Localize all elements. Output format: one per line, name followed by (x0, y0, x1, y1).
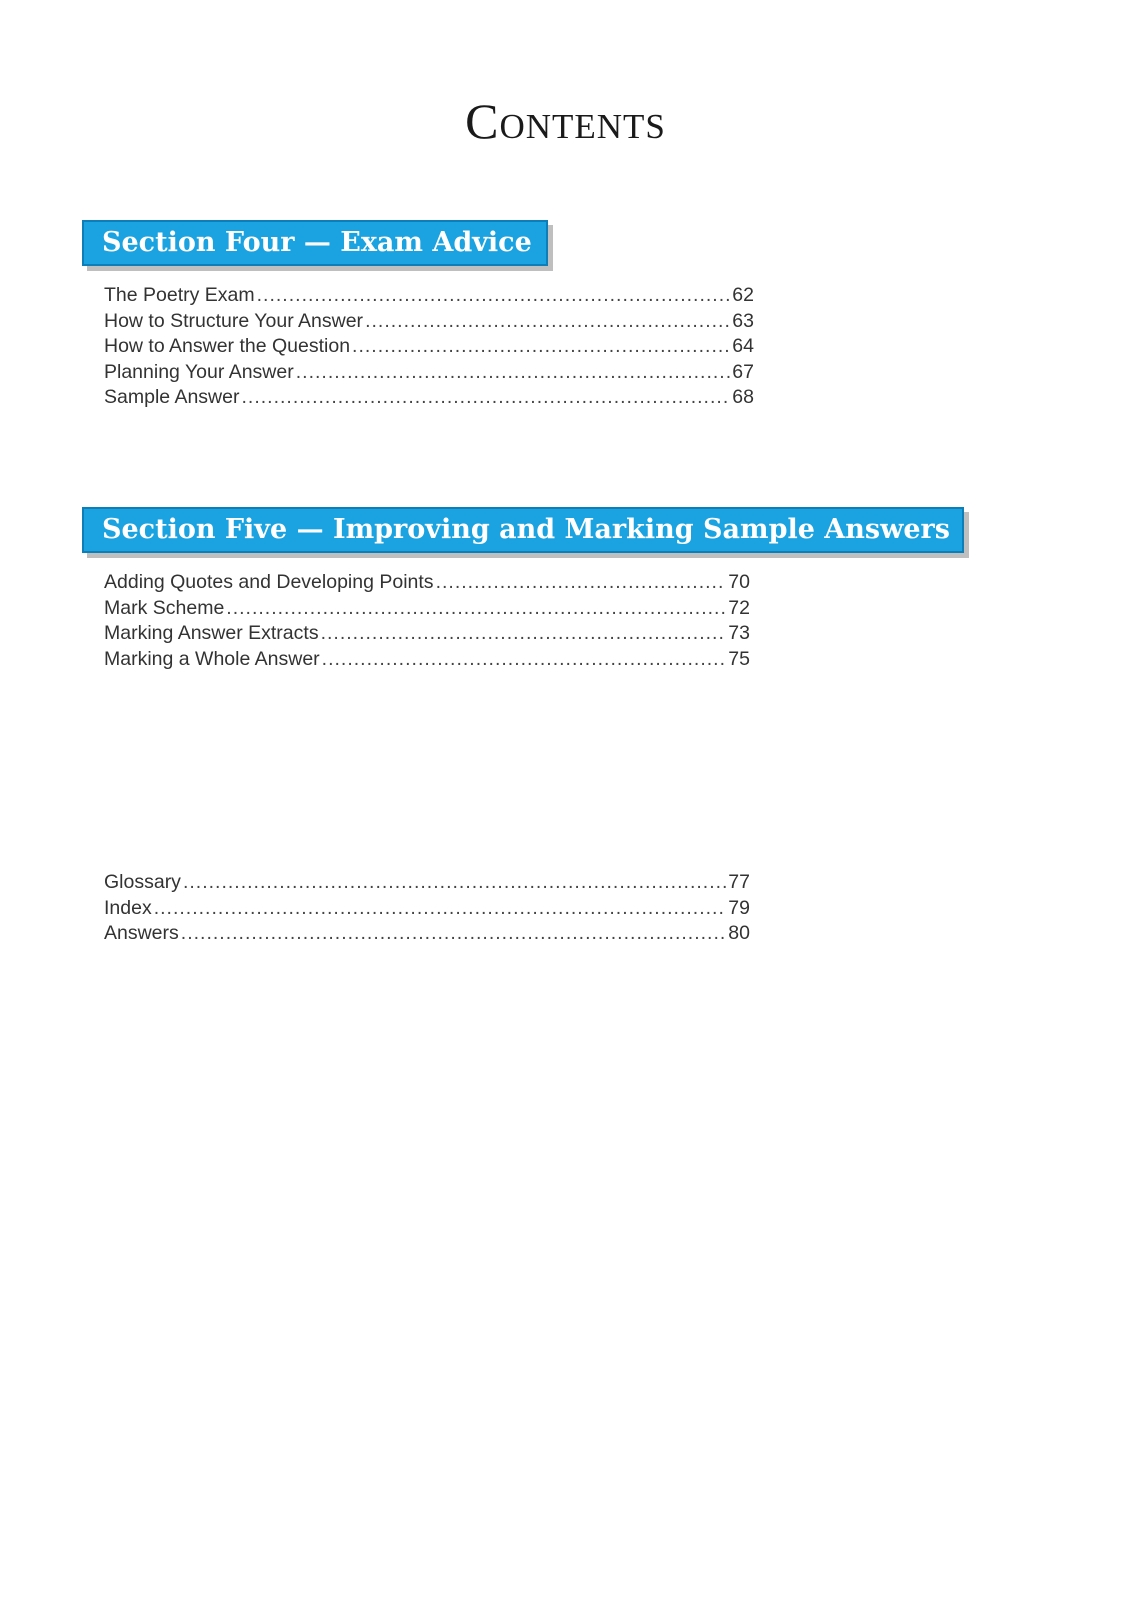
toc-entry-title: Mark Scheme (104, 596, 225, 619)
dot-leader (181, 921, 727, 947)
toc-entry-page: 70 (728, 571, 750, 593)
section-five-heading: Section Five — Improving and Marking Sample Answers (82, 507, 964, 553)
toc-entry-title: How to Structure Your Answer (104, 309, 364, 332)
toc-entry-title: Index (104, 896, 152, 919)
dot-leader (321, 621, 727, 647)
toc-entry-page: 64 (732, 335, 754, 357)
section-five-toc (104, 570, 750, 672)
toc-entry[interactable] (104, 870, 750, 896)
toc-entry-page: 68 (732, 386, 754, 408)
dot-leader (241, 385, 730, 411)
toc-entry-page: 67 (732, 360, 754, 383)
toc-entry-page: 75 (728, 647, 750, 670)
toc-entry[interactable] (104, 385, 754, 411)
toc-entry[interactable] (104, 283, 754, 309)
toc-entry[interactable] (104, 647, 750, 673)
toc-entry[interactable] (104, 921, 750, 947)
toc-entry[interactable] (104, 596, 750, 622)
toc-entry-title: The Poetry Exam (104, 284, 255, 306)
toc-entry[interactable] (104, 621, 750, 647)
toc-entry-title: Adding Quotes and Developing Points (104, 571, 434, 593)
back-matter-toc (104, 870, 750, 947)
page-title: Contents (465, 93, 666, 149)
toc-entry-page: 79 (728, 896, 750, 919)
toc-entry-page: 73 (728, 622, 750, 644)
dot-leader (154, 896, 727, 922)
dot-leader (183, 870, 726, 896)
toc-entry[interactable] (104, 360, 754, 386)
toc-entry-title: Sample Answer (104, 386, 240, 408)
toc-entry-title: Glossary (104, 871, 181, 893)
toc-entry[interactable] (104, 334, 754, 360)
toc-entry-page: 62 (732, 284, 754, 306)
dot-leader (257, 283, 731, 309)
toc-entry[interactable] (104, 570, 750, 596)
toc-entry-title: How to Answer the Question (104, 335, 351, 357)
dot-leader (226, 596, 726, 622)
toc-entry-title: Answers (104, 922, 179, 944)
section-four-toc (104, 283, 754, 411)
toc-entry-page: 63 (732, 309, 754, 332)
section-four-heading: Section Four — Exam Advice (82, 220, 548, 266)
toc-entry-title: Marking Answer Extracts (104, 622, 319, 644)
dot-leader (296, 360, 731, 386)
toc-entry-page: 72 (728, 596, 750, 619)
toc-entry[interactable] (104, 309, 754, 335)
toc-entry-title: Marking a Whole Answer (104, 647, 320, 670)
toc-entry-page: 77 (728, 871, 750, 893)
toc-entry[interactable] (104, 896, 750, 922)
dot-leader (365, 309, 730, 335)
toc-entry-page: 80 (728, 922, 750, 944)
dot-leader (322, 647, 727, 673)
toc-entry-title: Planning Your Answer (104, 360, 294, 383)
dot-leader (436, 570, 727, 596)
dot-leader (352, 334, 730, 360)
